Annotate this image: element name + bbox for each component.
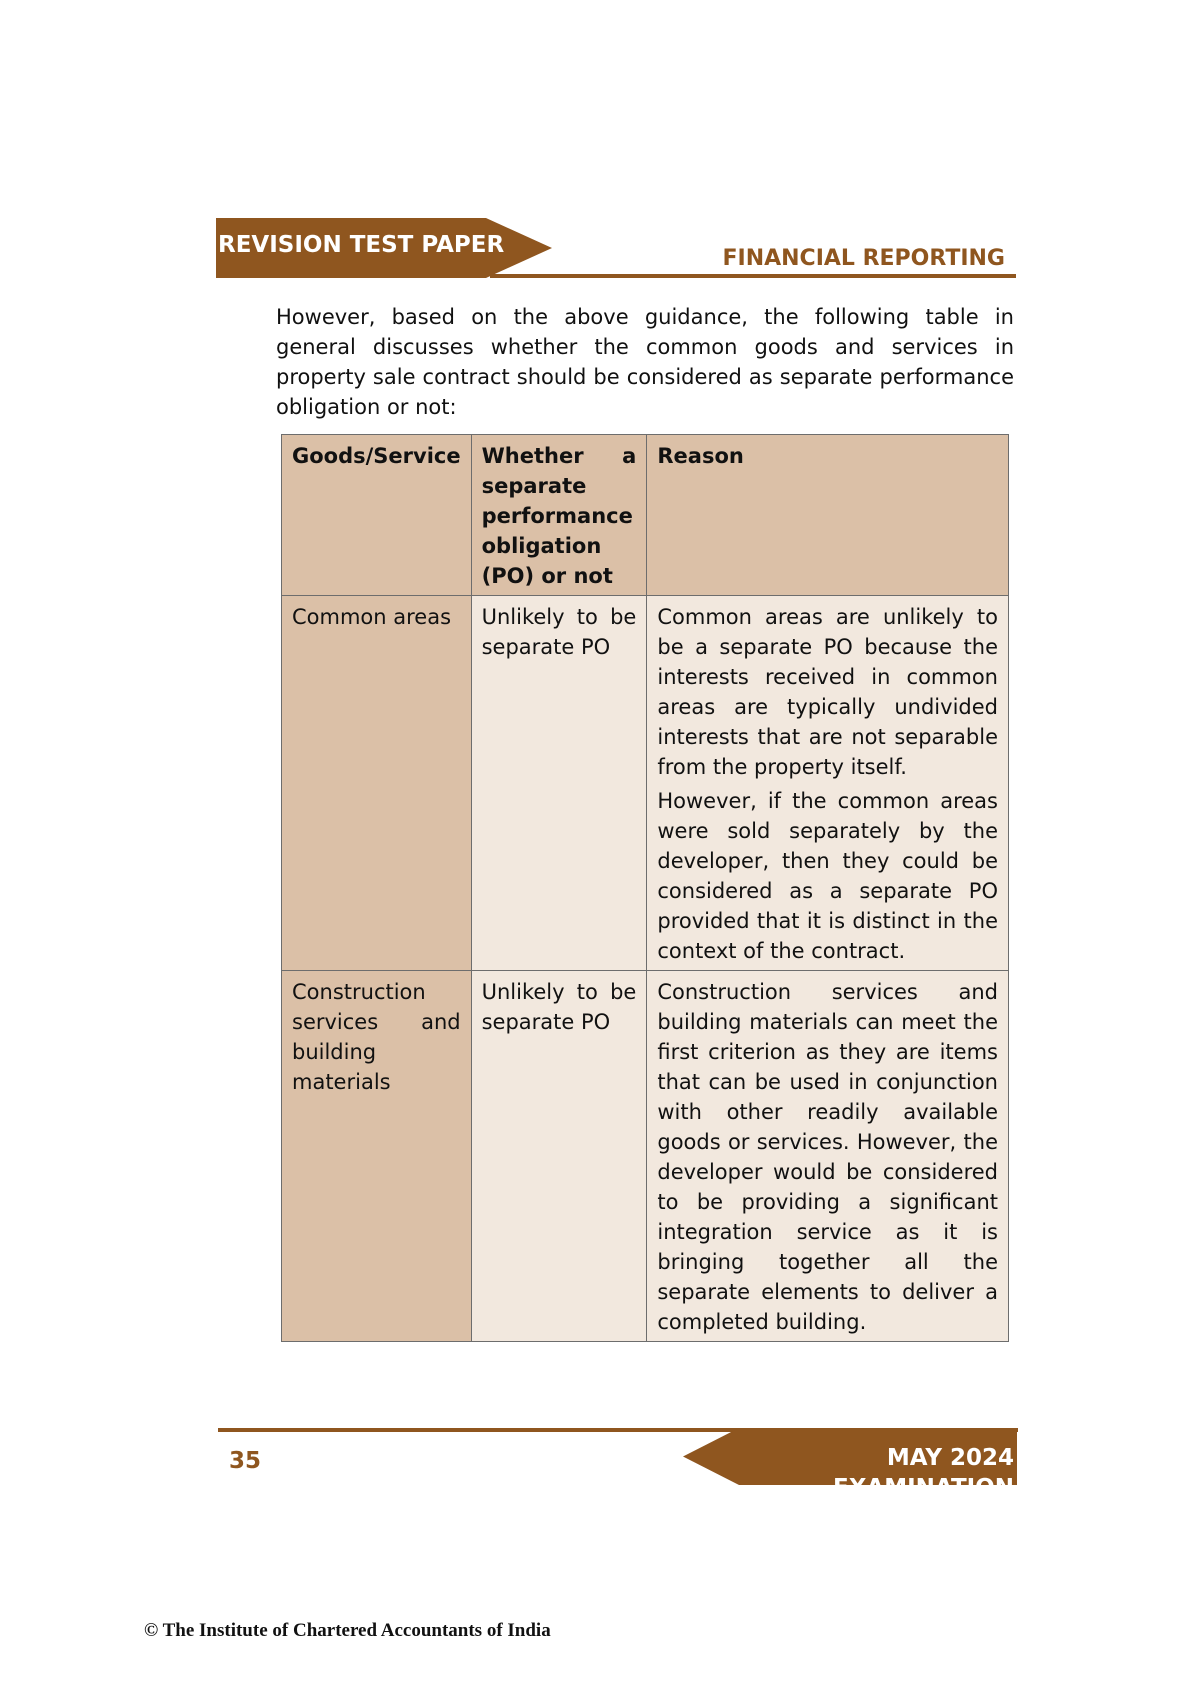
cell-goods: Construction services and building materials bbox=[282, 971, 472, 1342]
header-subject: FINANCIAL REPORTING bbox=[722, 246, 1005, 271]
cell-reason bbox=[647, 971, 1009, 1342]
column-header-goods: Goods/Service bbox=[282, 435, 472, 596]
cell-reason bbox=[647, 596, 1009, 971]
performance-obligation-table bbox=[281, 434, 1009, 1342]
column-header-reason: Reason bbox=[647, 435, 1009, 596]
intro-paragraph: However, based on the above guidance, the following table in general discusses whether the common goods and services in property sale contract should be considered as separate performance obligation or not: bbox=[276, 305, 1014, 419]
cell-whether: Unlikely to be separate PO bbox=[471, 596, 647, 971]
table-row bbox=[282, 971, 1009, 1342]
cell-goods: Common areas bbox=[282, 596, 472, 971]
page-number: 35 bbox=[229, 1448, 262, 1474]
footer-exam-label: MAY 2024 EXAMINATION bbox=[832, 1445, 1014, 1501]
reason-paragraph: Common areas are unlikely to be a separate PO because the interests received in common areas are typically undivided interests that are not separable from the property itself. bbox=[657, 605, 998, 779]
reason-paragraph: However, if the common areas were sold separately by the developer, then they could be considered as a separate PO provided that it is distinct in the context of the contract. bbox=[657, 789, 998, 963]
table-header-row bbox=[282, 435, 1009, 596]
header-divider bbox=[490, 274, 1016, 278]
table-row bbox=[282, 596, 1009, 971]
copyright-notice: © The Institute of Chartered Accountants of India bbox=[144, 1620, 551, 1641]
reason-paragraph: Construction services and building materials can meet the first criterion as they are items that can be used in conjunction with other readily available goods or services. However, the developer would be considered to be providing a significant integration service as it is bringing together all the separate elements to deliver a completed building. bbox=[657, 980, 998, 1334]
header-tag-title: REVISION TEST PAPER bbox=[218, 232, 505, 258]
column-header-whether: Whether a separate performance obligation (PO) or not bbox=[471, 435, 647, 596]
cell-whether: Unlikely to be separate PO bbox=[471, 971, 647, 1342]
